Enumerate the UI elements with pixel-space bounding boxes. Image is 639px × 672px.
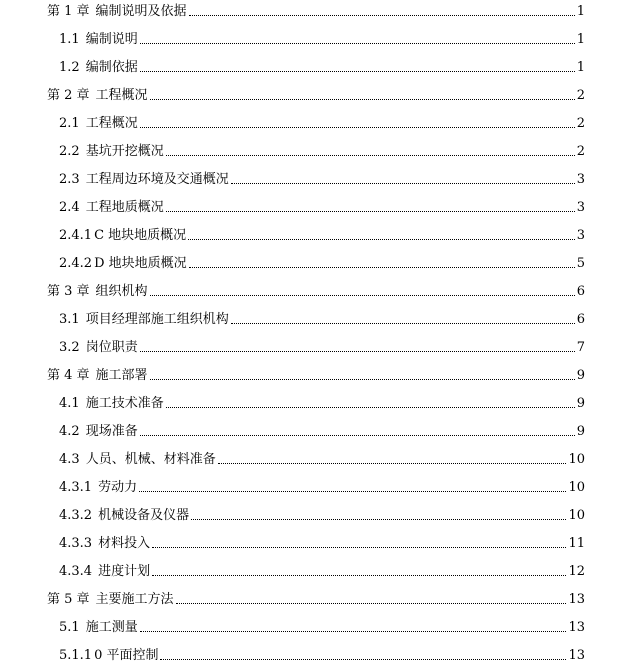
dot-leader	[140, 630, 567, 632]
toc-entry-2-4-1[interactable]	[59, 224, 585, 244]
toc-entry-4-1[interactable]	[59, 392, 585, 412]
toc-entry-number: 5.1	[59, 620, 80, 635]
toc-entry-page: 6	[576, 284, 585, 299]
toc-entry-number: 2.4.1	[59, 228, 93, 243]
toc-entry-title: 施工部署	[95, 368, 148, 383]
toc-entry-number: 4.2	[59, 424, 80, 439]
toc-entry-number: 2.4	[59, 200, 80, 215]
toc-entry-page: 10	[568, 452, 585, 467]
dot-leader	[188, 238, 575, 240]
toc-entry-chapter-5[interactable]	[47, 588, 585, 608]
toc-entry-chapter-1[interactable]	[47, 0, 585, 20]
dot-leader	[189, 14, 575, 16]
dot-leader	[218, 462, 567, 464]
toc-entry-number: 2.1	[59, 116, 80, 131]
dot-leader	[140, 350, 575, 352]
toc-entry-number: 4.3.2	[59, 508, 93, 523]
toc-entry-title: 工程周边环境及交通概况	[85, 172, 229, 187]
dot-leader	[166, 154, 575, 156]
toc-entry-4-2[interactable]	[59, 420, 585, 440]
toc-entry-number: 第 3 章	[47, 284, 90, 299]
toc-entry-page: 6	[576, 312, 585, 327]
toc-entry-4-3[interactable]	[59, 448, 585, 468]
toc-entry-number: 4.1	[59, 396, 80, 411]
toc-entry-2-2[interactable]	[59, 140, 585, 160]
dot-leader	[150, 378, 575, 380]
toc-entry-title: 组织机构	[95, 284, 148, 299]
toc-entry-5-1-1[interactable]	[59, 644, 585, 664]
dot-leader	[152, 574, 566, 576]
toc-entry-5-1[interactable]	[59, 616, 585, 636]
toc-entry-title: 工程地质概况	[85, 200, 164, 215]
toc-entry-2-3[interactable]	[59, 168, 585, 188]
toc-entry-number: 4.3.4	[59, 564, 93, 579]
toc-entry-number: 第 5 章	[47, 592, 90, 607]
toc-entry-1-2[interactable]	[59, 56, 585, 76]
toc-entry-title: D 地块地质概况	[94, 256, 187, 271]
toc-entry-number: 1.2	[59, 60, 80, 75]
toc-entry-title: 编制说明	[85, 32, 138, 47]
toc-entry-page: 9	[576, 368, 585, 383]
toc-entry-number: 第 1 章	[47, 4, 90, 19]
toc-entry-2-4[interactable]	[59, 196, 585, 216]
toc-entry-title: 基坑开挖概况	[85, 144, 164, 159]
toc-entry-page: 5	[576, 256, 585, 271]
toc-entry-page: 1	[576, 60, 585, 75]
toc-entry-number: 4.3	[59, 452, 80, 467]
toc-entry-title: 劳动力	[98, 480, 138, 495]
toc-entry-page: 13	[568, 648, 585, 663]
toc-entry-2-1[interactable]	[59, 112, 585, 132]
toc-entry-title: 机械设备及仪器	[98, 508, 190, 523]
toc-entry-page: 9	[576, 396, 585, 411]
toc-entry-4-3-4[interactable]	[59, 560, 585, 580]
dot-leader	[140, 126, 575, 128]
dot-leader	[140, 70, 575, 72]
toc-entry-title: 施工技术准备	[85, 396, 164, 411]
toc-entry-number: 3.2	[59, 340, 80, 355]
toc-entry-page: 2	[576, 88, 585, 103]
toc-entry-number: 2.3	[59, 172, 80, 187]
toc-entry-title: C 地块地质概况	[94, 228, 187, 243]
toc-entry-number: 2.4.2	[59, 256, 93, 271]
dot-leader	[231, 182, 575, 184]
dot-leader	[166, 210, 575, 212]
toc-entry-title: 人员、机械、材料准备	[85, 452, 216, 467]
dot-leader	[191, 518, 566, 520]
toc-entry-page: 13	[568, 592, 585, 607]
toc-entry-title: 工程概况	[85, 116, 138, 131]
toc-entry-number: 4.3.3	[59, 536, 93, 551]
dot-leader	[176, 602, 567, 604]
dot-leader	[150, 294, 575, 296]
toc-entry-title: 项目经理部施工组织机构	[85, 312, 229, 327]
toc-entry-3-2[interactable]	[59, 336, 585, 356]
toc-entry-chapter-2[interactable]	[47, 84, 585, 104]
toc-entry-title: 主要施工方法	[95, 592, 174, 607]
toc-entry-title: 施工测量	[85, 620, 138, 635]
dot-leader	[231, 322, 575, 324]
toc-entry-page: 13	[568, 620, 585, 635]
toc-entry-title: 0 平面控制	[94, 648, 159, 663]
toc-entry-page: 2	[576, 144, 585, 159]
toc-entry-4-3-2[interactable]	[59, 504, 585, 524]
toc-entry-2-4-2[interactable]	[59, 252, 585, 272]
dot-leader	[140, 434, 575, 436]
toc-entry-4-3-3[interactable]	[59, 532, 585, 552]
toc-entry-title: 岗位职责	[85, 340, 138, 355]
dot-leader	[189, 266, 575, 268]
toc-entry-page: 2	[576, 116, 585, 131]
toc-entry-chapter-3[interactable]	[47, 280, 585, 300]
toc-entry-page: 12	[568, 564, 585, 579]
dot-leader	[160, 658, 566, 660]
dot-leader	[166, 406, 575, 408]
toc-entry-page: 3	[576, 200, 585, 215]
toc-entry-title: 编制说明及依据	[95, 4, 187, 19]
toc-entry-3-1[interactable]	[59, 308, 585, 328]
toc-entry-page: 1	[576, 32, 585, 47]
toc-entry-1-1[interactable]	[59, 28, 585, 48]
toc-entry-page: 7	[576, 340, 585, 355]
toc-entry-page: 1	[576, 4, 585, 19]
toc-entry-title: 现场准备	[85, 424, 138, 439]
toc-entry-page: 10	[568, 508, 585, 523]
dot-leader	[150, 98, 575, 100]
toc-entry-page: 10	[568, 480, 585, 495]
toc-entry-number: 3.1	[59, 312, 80, 327]
toc-entry-page: 3	[576, 228, 585, 243]
toc-entry-title: 进度计划	[98, 564, 151, 579]
toc-entry-number: 第 2 章	[47, 88, 90, 103]
toc-entry-title: 编制依据	[85, 60, 138, 75]
dot-leader	[152, 546, 566, 548]
toc-entry-number: 5.1.1	[59, 648, 93, 663]
toc-entry-chapter-4[interactable]	[47, 364, 585, 384]
toc-entry-number: 4.3.1	[59, 480, 93, 495]
toc-entry-title: 材料投入	[98, 536, 151, 551]
toc-entry-4-3-1[interactable]	[59, 476, 585, 496]
dot-leader	[139, 490, 566, 492]
toc-entry-number: 1.1	[59, 32, 80, 47]
dot-leader	[140, 42, 575, 44]
toc-entry-page: 9	[576, 424, 585, 439]
toc-entry-number: 第 4 章	[47, 368, 90, 383]
toc-entry-page: 11	[568, 536, 585, 551]
toc-entry-number: 2.2	[59, 144, 80, 159]
toc-entry-page: 3	[576, 172, 585, 187]
toc-entry-title: 工程概况	[95, 88, 148, 103]
